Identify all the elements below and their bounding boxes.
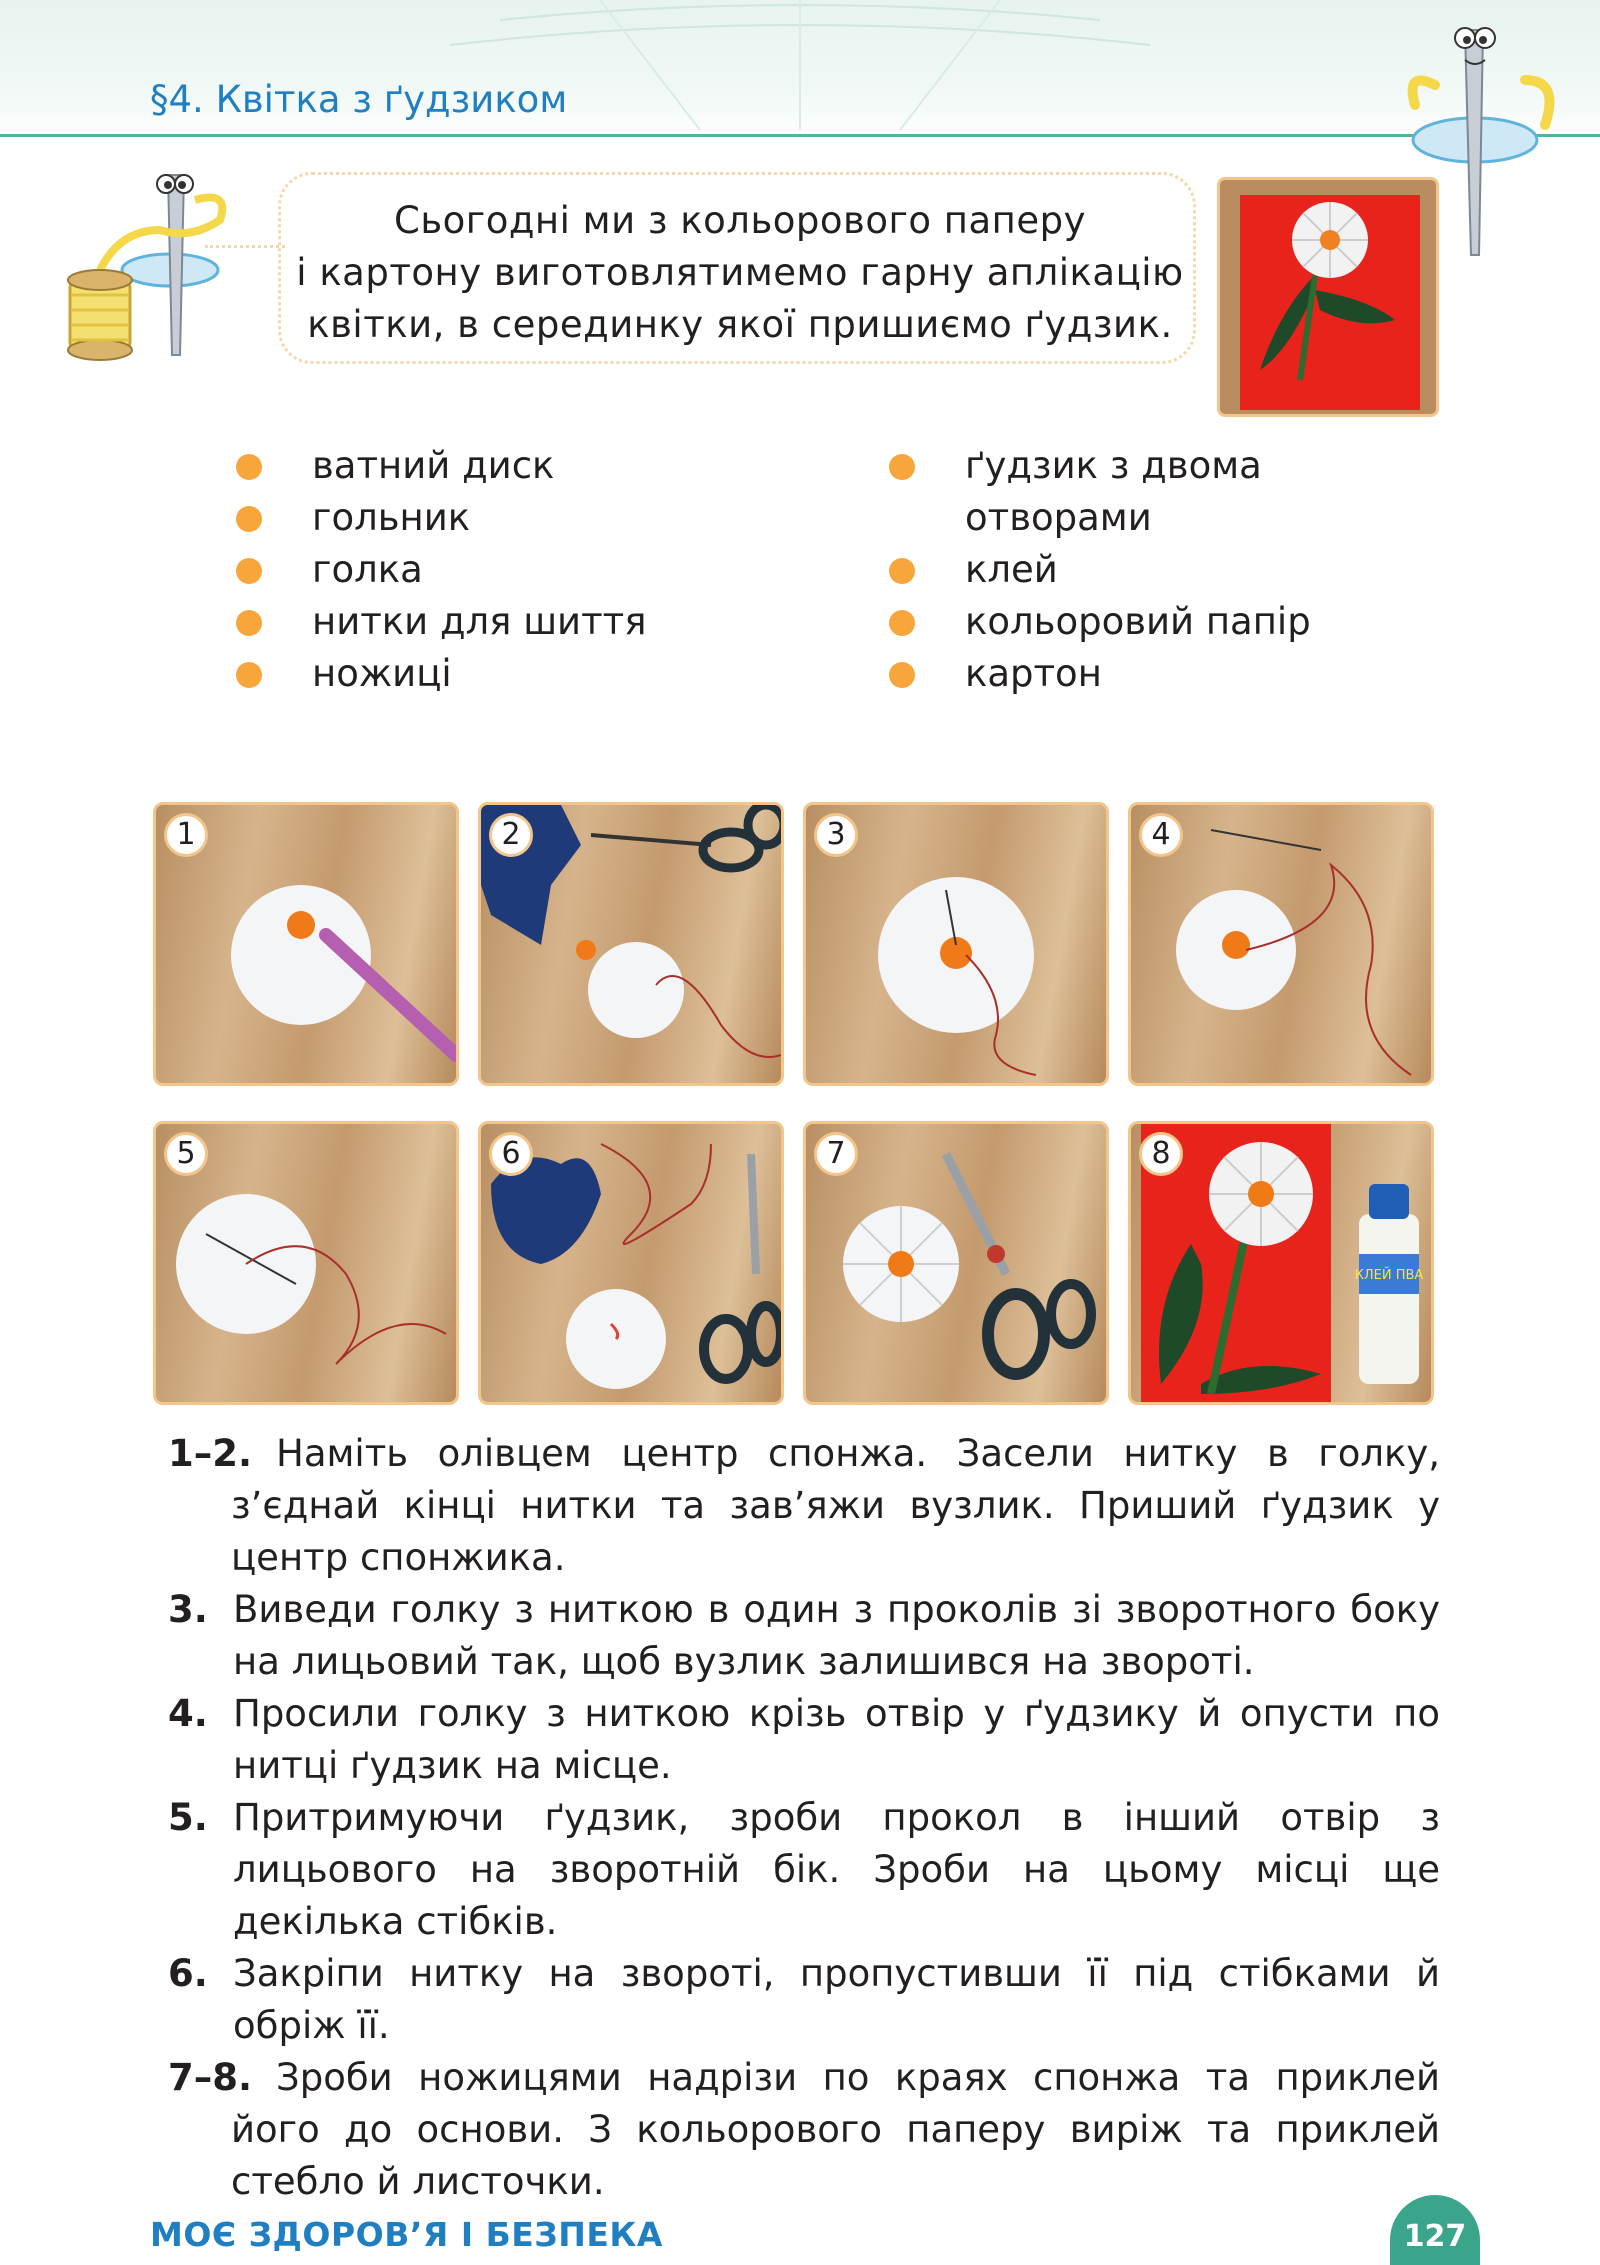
step-number-badge: 2 xyxy=(489,813,533,857)
intro-text xyxy=(281,195,1199,351)
material-label: ґудзик з двома отворами xyxy=(965,444,1262,539)
step-photo-4 xyxy=(1128,802,1434,1086)
bullet-icon xyxy=(236,454,262,480)
step-photo-7 xyxy=(803,1121,1109,1405)
material-label: ватний диск xyxy=(312,444,555,487)
step-number: 1–2. xyxy=(168,1432,253,1475)
step-number-badge: 1 xyxy=(164,813,208,857)
intro-line: квітки, в серединку якої пришиємо ґудзик. xyxy=(307,303,1173,346)
materials-list-left xyxy=(232,440,792,700)
page-number-badge xyxy=(1390,2195,1480,2265)
needle-spool-icon xyxy=(60,170,240,370)
bullet-icon xyxy=(889,662,915,688)
step-number-badge: 7 xyxy=(814,1132,858,1176)
list-item xyxy=(232,596,792,648)
list-item xyxy=(168,1688,1440,1792)
materials-list-right xyxy=(885,440,1445,700)
material-label: ножиці xyxy=(312,652,452,695)
bullet-icon xyxy=(236,558,262,584)
bullet-icon xyxy=(889,558,915,584)
list-item xyxy=(168,2052,1440,2208)
header-divider xyxy=(0,134,1600,137)
step-photo-2 xyxy=(478,802,784,1086)
list-item xyxy=(885,440,1445,544)
result-photo xyxy=(1217,177,1439,417)
material-label: гольник xyxy=(312,496,471,539)
list-item xyxy=(885,596,1445,648)
page-header xyxy=(0,0,1600,140)
step-text: Зроби ножицями надрізи по краях спонжа та приклей його до основи. З кольорового паперу виріж та приклей стебло й листочки. xyxy=(231,2056,1440,2203)
step-number-badge: 6 xyxy=(489,1132,533,1176)
material-label: картон xyxy=(965,652,1102,695)
page-title: §4. Квітка з ґудзиком xyxy=(150,78,568,121)
instruction-steps xyxy=(168,1428,1440,2208)
material-label: нитки для шиття xyxy=(312,600,647,643)
intro-line: Сьогодні ми з кольорового паперу xyxy=(393,199,1086,242)
bullet-icon xyxy=(889,454,915,480)
step-text: Наміть олівцем центр спонжа. Засели нитку в голку, з’єднай кінці нитки та зав’яжи вузлик. Приший ґудзик у центр спонжика. xyxy=(231,1432,1440,1579)
bullet-icon xyxy=(236,610,262,636)
list-item xyxy=(232,492,792,544)
list-item xyxy=(885,544,1445,596)
step-number-badge: 4 xyxy=(1139,813,1183,857)
material-label: клей xyxy=(965,548,1058,591)
step-photo-6 xyxy=(478,1121,784,1405)
flower-applique-image xyxy=(1220,180,1439,417)
list-item xyxy=(168,1428,1440,1584)
step-text: Притримуючи ґудзик, зроби прокол в інший отвір з лицьового на зворотній бік. Зроби на цьому місці ще декілька стібків. xyxy=(233,1796,1440,1943)
section-title: МОЄ ЗДОРОВ’Я І БЕЗПЕКА xyxy=(150,2215,663,2254)
speech-tail xyxy=(205,245,285,260)
list-item xyxy=(232,440,792,492)
step-number: 4. xyxy=(168,1692,208,1735)
step-photo-3 xyxy=(803,802,1109,1086)
list-item xyxy=(232,648,792,700)
list-item xyxy=(168,1948,1440,2052)
list-item xyxy=(168,1584,1440,1688)
step-number-badge: 3 xyxy=(814,813,858,857)
glue-label: КЛЕЙ ПВА xyxy=(1354,1268,1424,1283)
step-text: Виведи голку з ниткою в один з проколів зі зворотного боку на лицьовий так, щоб вузлик залишився на звороті. xyxy=(233,1588,1440,1683)
list-item xyxy=(168,1792,1440,1948)
step-number-badge: 8 xyxy=(1139,1132,1183,1176)
step-number: 6. xyxy=(168,1952,208,1995)
bullet-icon xyxy=(889,610,915,636)
bullet-icon xyxy=(236,506,262,532)
list-item xyxy=(885,648,1445,700)
list-item xyxy=(232,544,792,596)
step-photo-8 xyxy=(1128,1121,1434,1405)
step-photo-1 xyxy=(153,802,459,1086)
bullet-icon xyxy=(236,662,262,688)
material-label: кольоровий папір xyxy=(965,600,1311,643)
material-label: голка xyxy=(312,548,423,591)
step-number-badge: 5 xyxy=(164,1132,208,1176)
step-number: 3. xyxy=(168,1588,208,1631)
page-number: 127 xyxy=(1403,2219,1467,2254)
step-photo-5 xyxy=(153,1121,459,1405)
step-text: Закріпи нитку на звороті, пропустивши її під стібками й обріж її. xyxy=(233,1952,1440,2047)
intro-line: і картону виготовлятимемо гарну аплікацію xyxy=(296,251,1184,294)
step-number: 7–8. xyxy=(168,2056,253,2099)
step-number: 5. xyxy=(168,1796,208,1839)
intro-bubble xyxy=(278,172,1196,364)
step-text: Просили голку з ниткою крізь отвір у ґудзику й опусти по нитці ґудзик на місце. xyxy=(233,1692,1440,1787)
